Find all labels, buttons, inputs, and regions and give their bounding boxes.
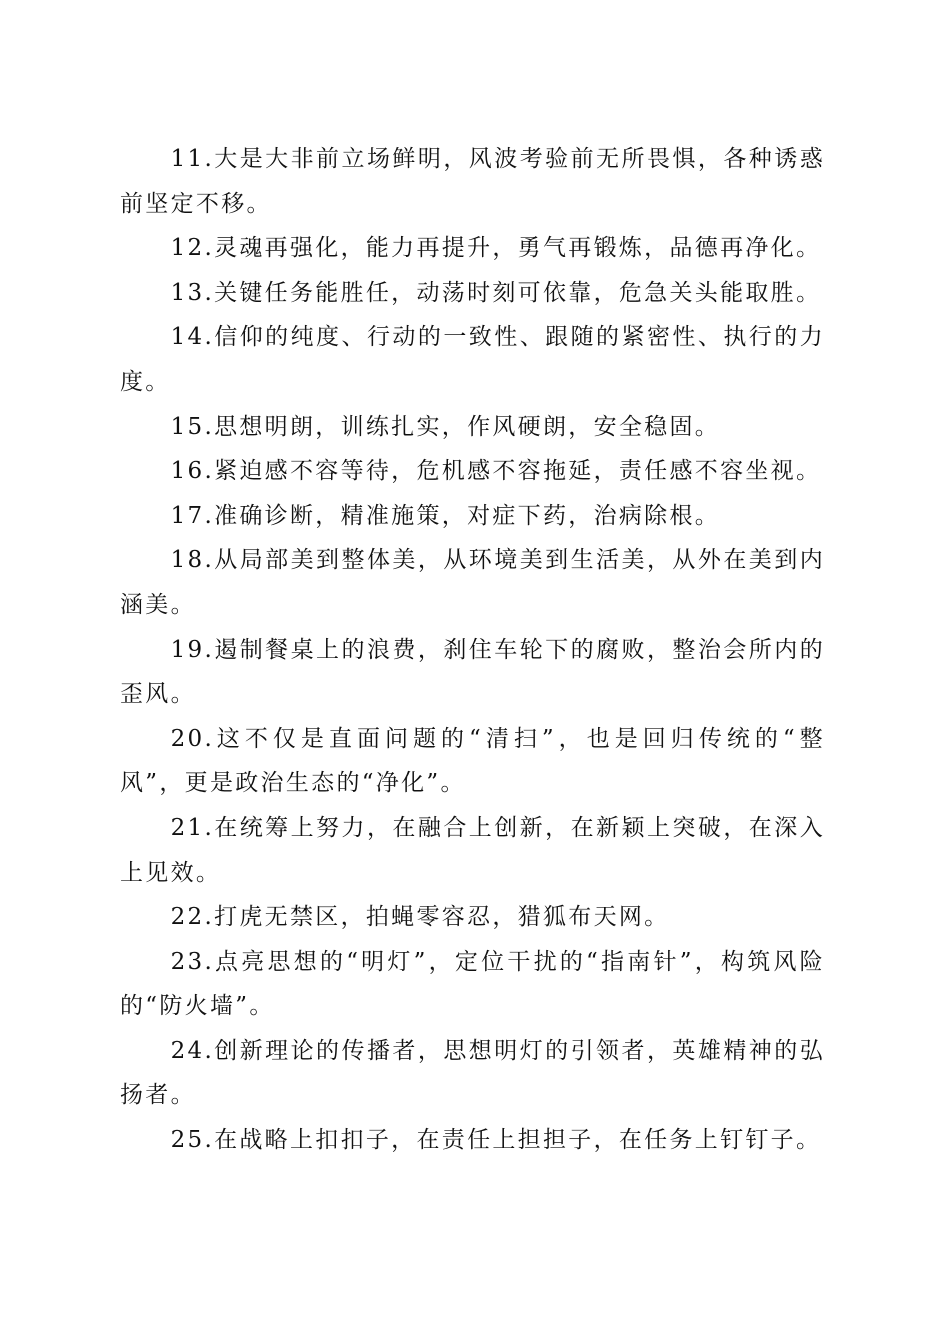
item-text: 大是大非前立场鲜明，风波考验前无所畏惧，各种诱惑前坚定不移。 [120,146,825,217]
item-text: 准确诊断，精准施策，对症下药，治病除根。 [214,502,721,529]
item-text: 在战略上扣扣子，在责任上担担子，在任务上钉钉子。 [214,1127,822,1154]
list-item-18 [120,538,825,627]
item-number: 21. [170,814,215,841]
item-text: 信仰的纯度、行动的一致性、跟随的紧密性、执行的力度。 [120,324,825,395]
item-text: 从局部美到整体美，从环境美到生活美，从外在美到内涵美。 [120,547,825,618]
item-text: 遏制餐桌上的浪费，刹住车轮下的腐败，整治会所内的歪风。 [120,636,825,708]
list-item-15 [120,405,825,450]
list-item-23 [120,940,825,1029]
item-number: 25. [170,1127,215,1154]
list-item-17 [120,494,825,539]
item-number: 19. [170,636,215,663]
item-text: 紧迫感不容等待，危机感不容拖延，责任感不容坐视。 [214,458,822,485]
list-item-24 [120,1029,825,1118]
list-item-19 [120,628,825,717]
item-number: 20. [170,725,215,752]
item-number: 16. [170,458,215,485]
list-item-25 [120,1118,825,1163]
list-item-21 [120,806,825,895]
item-text: 这不仅是直面问题的“清扫”，也是回归传统的“整风”，更是政治生态的“净化”。 [120,725,825,797]
list-item-12 [120,226,825,271]
list-item-14 [120,315,825,404]
item-number: 23. [170,948,215,975]
item-number: 24. [170,1037,215,1064]
item-number: 18. [170,547,215,574]
item-number: 22. [170,904,215,931]
item-text: 在统筹上努力，在融合上创新，在新颖上突破，在深入上见效。 [120,814,825,886]
item-text: 思想明朗，训练扎实，作风硬朗，安全稳固。 [214,413,721,440]
item-text: 灵魂再强化，能力再提升，勇气再锻炼，品德再净化。 [214,235,822,262]
item-number: 17. [170,502,215,529]
list-item-13 [120,271,825,316]
item-text: 关键任务能胜任，动荡时刻可依靠，危急关头能取胜。 [214,279,822,306]
document-body [120,137,825,1163]
item-text: 打虎无禁区，拍蝇零容忍，猎狐布天网。 [214,904,670,931]
item-text: 点亮思想的“明灯”，定位干扰的“指南针”，构筑风险的“防火墙”。 [120,948,825,1020]
list-item-16 [120,449,825,494]
item-text: 创新理论的传播者，思想明灯的引领者，英雄精神的弘扬者。 [120,1037,825,1109]
list-item-11 [120,137,825,226]
item-number: 11. [170,146,215,172]
list-item-22 [120,895,825,940]
item-number: 12. [170,235,215,262]
list-item-20 [120,717,825,806]
item-number: 13. [170,279,215,306]
item-number: 14. [170,324,215,351]
item-number: 15. [170,413,215,440]
